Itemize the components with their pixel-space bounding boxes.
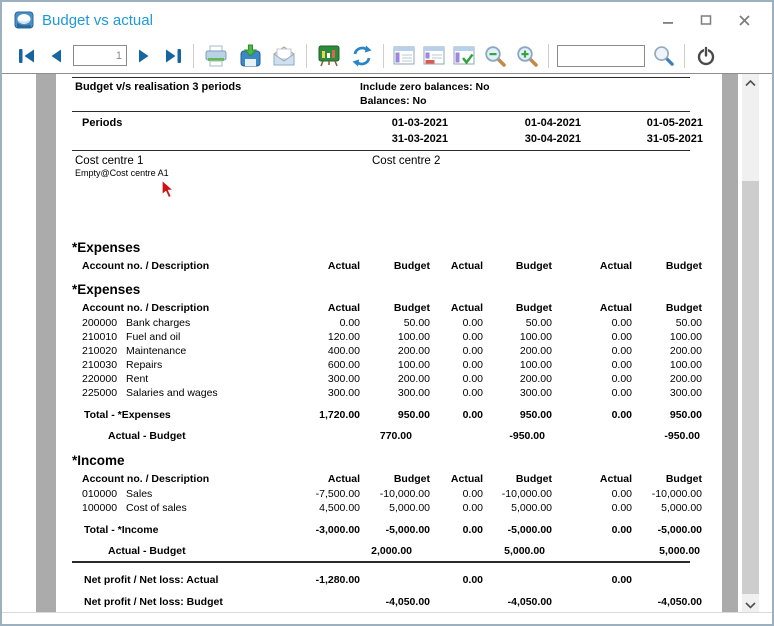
column-actual-header: Actual bbox=[327, 473, 360, 485]
value-cell: 1,720.00 bbox=[319, 409, 360, 421]
column-desc-header: Account no. / Description bbox=[82, 302, 210, 314]
period-start: 01-03-2021 bbox=[391, 117, 448, 129]
section-header: *Expenses bbox=[72, 282, 141, 297]
net-profit-row bbox=[72, 573, 707, 587]
column-actual-header: Actual bbox=[327, 302, 360, 314]
periods-row bbox=[72, 115, 707, 147]
account-code: 010000 bbox=[82, 488, 118, 500]
value-cell: 0.00 bbox=[611, 387, 632, 399]
scroll-up-button[interactable] bbox=[742, 74, 759, 91]
refresh-button[interactable] bbox=[348, 42, 376, 70]
value-cell: 200.00 bbox=[519, 373, 552, 385]
account-row bbox=[72, 330, 707, 344]
value-cell: 200.00 bbox=[669, 345, 702, 357]
value-cell: 600.00 bbox=[327, 359, 360, 371]
diff-value: -950.00 bbox=[509, 430, 545, 442]
account-name: Bank charges bbox=[126, 317, 191, 329]
toolbar-separator bbox=[684, 44, 685, 68]
column-budget-header: Budget bbox=[515, 473, 552, 485]
value-cell: -10,000.00 bbox=[651, 488, 702, 500]
account-desc bbox=[72, 344, 287, 358]
value-cell: 300.00 bbox=[669, 387, 702, 399]
value-cell: 0.00 bbox=[462, 409, 483, 421]
scroll-down-button[interactable] bbox=[742, 596, 759, 613]
scrollbar-thumb[interactable] bbox=[742, 181, 759, 594]
net-empty bbox=[483, 573, 552, 587]
value-cell: 0.00 bbox=[611, 317, 632, 329]
account-code: 225000 bbox=[82, 387, 118, 399]
report-page bbox=[57, 74, 722, 613]
account-row bbox=[72, 386, 707, 400]
value-cell: 0.00 bbox=[462, 317, 483, 329]
account-desc bbox=[72, 501, 287, 515]
value-cell: 300.00 bbox=[327, 387, 360, 399]
account-row bbox=[72, 316, 707, 330]
report-parameters bbox=[360, 80, 490, 108]
value-cell: 0.00 bbox=[462, 373, 483, 385]
export-button[interactable] bbox=[314, 42, 344, 70]
account-code: 210020 bbox=[82, 345, 118, 357]
account-code: 210030 bbox=[82, 359, 118, 371]
search-button[interactable] bbox=[650, 42, 677, 69]
value-cell: 0.00 bbox=[611, 331, 632, 343]
value-cell: 50.00 bbox=[525, 317, 552, 329]
page-layout-button[interactable] bbox=[391, 44, 417, 68]
value-cell: -5,000.00 bbox=[657, 524, 702, 536]
diff-value: 5,000.00 bbox=[659, 545, 700, 557]
value-cell: 100.00 bbox=[669, 359, 702, 371]
value-cell: 100.00 bbox=[397, 359, 430, 371]
value-cell: 950.00 bbox=[397, 409, 430, 421]
net-empty bbox=[287, 595, 360, 609]
section-header: *Expenses bbox=[72, 240, 141, 255]
last-page-button[interactable] bbox=[160, 46, 186, 66]
value-cell: 100.00 bbox=[397, 331, 430, 343]
account-name: Rent bbox=[126, 373, 149, 385]
net-label: Net profit / Net loss: Budget bbox=[84, 596, 223, 608]
account-desc bbox=[72, 372, 287, 386]
window-controls bbox=[656, 8, 772, 32]
column-budget-header: Budget bbox=[393, 473, 430, 485]
value-cell: 200.00 bbox=[519, 345, 552, 357]
search-input[interactable] bbox=[557, 45, 645, 67]
period-end: 30-04-2021 bbox=[524, 133, 581, 145]
column-actual-header: Actual bbox=[599, 260, 632, 272]
report-viewport bbox=[2, 74, 772, 613]
column-actual-header: Actual bbox=[450, 473, 483, 485]
close-button[interactable] bbox=[732, 8, 756, 32]
titlebar bbox=[2, 2, 772, 38]
net-value: 0.00 bbox=[462, 574, 483, 586]
column-actual-header: Actual bbox=[599, 473, 632, 485]
net-value: 0.00 bbox=[611, 574, 632, 586]
value-cell: -10,000.00 bbox=[379, 488, 430, 500]
value-cell: 100.00 bbox=[669, 331, 702, 343]
vertical-scrollbar[interactable] bbox=[742, 74, 759, 613]
report-param: Balances: No bbox=[360, 95, 427, 107]
minimize-button[interactable] bbox=[656, 8, 680, 32]
page-layout-red-button[interactable] bbox=[421, 44, 447, 68]
actual-minus-budget-row bbox=[72, 544, 707, 558]
account-name: Fuel and oil bbox=[126, 331, 181, 343]
print-button[interactable] bbox=[201, 42, 231, 70]
value-cell: 100.00 bbox=[519, 359, 552, 371]
save-button[interactable] bbox=[235, 42, 265, 70]
value-cell: 200.00 bbox=[669, 373, 702, 385]
total-label: Total - *Income bbox=[84, 524, 159, 536]
zoom-out-button[interactable] bbox=[481, 42, 509, 70]
app-icon bbox=[14, 10, 34, 30]
value-cell: -5,000.00 bbox=[507, 524, 552, 536]
window-title: Budget vs actual bbox=[42, 11, 153, 29]
account-desc bbox=[72, 487, 287, 501]
next-page-button[interactable] bbox=[132, 46, 156, 66]
toolbar bbox=[2, 38, 772, 74]
value-cell: -5,000.00 bbox=[385, 524, 430, 536]
diff-label: Actual - Budget bbox=[108, 545, 186, 557]
column-actual-header: Actual bbox=[450, 302, 483, 314]
column-budget-header: Budget bbox=[393, 260, 430, 272]
account-rows bbox=[72, 316, 707, 400]
toolbar-separator bbox=[383, 44, 384, 68]
value-cell: 0.00 bbox=[462, 524, 483, 536]
column-budget-header: Budget bbox=[665, 302, 702, 314]
value-cell: 0.00 bbox=[462, 359, 483, 371]
period-end: 31-03-2021 bbox=[391, 133, 448, 145]
net-value: -1,280.00 bbox=[315, 574, 360, 586]
cost-centre-2: Cost centre 2 bbox=[372, 155, 441, 167]
column-desc-header: Account no. / Description bbox=[82, 260, 210, 272]
email-button[interactable] bbox=[269, 43, 299, 69]
value-cell: 0.00 bbox=[611, 502, 632, 514]
net-empty bbox=[632, 573, 702, 587]
total-label: Total - *Expenses bbox=[84, 409, 171, 421]
maximize-button[interactable] bbox=[694, 8, 718, 32]
account-desc bbox=[72, 358, 287, 372]
report-divider-thick bbox=[72, 561, 690, 563]
total-row bbox=[72, 523, 707, 537]
value-cell: 200.00 bbox=[397, 373, 430, 385]
value-cell: 5,000.00 bbox=[511, 502, 552, 514]
value-cell: 0.00 bbox=[611, 488, 632, 500]
cost-centre-1-label: Cost centre 1 bbox=[75, 155, 144, 167]
column-actual-header: Actual bbox=[599, 302, 632, 314]
toolbar-separator bbox=[193, 44, 194, 68]
column-header-row bbox=[72, 260, 707, 272]
column-budget-header: Budget bbox=[515, 260, 552, 272]
value-cell: 0.00 bbox=[462, 502, 483, 514]
value-cell: 300.00 bbox=[519, 387, 552, 399]
period-2 bbox=[448, 115, 581, 147]
value-cell: 950.00 bbox=[669, 409, 702, 421]
value-cell: -3,000.00 bbox=[315, 524, 360, 536]
cost-centre-1-note: Empty@Cost centre A1 bbox=[75, 168, 169, 178]
toolbar-separator bbox=[548, 44, 549, 68]
account-name: Repairs bbox=[126, 359, 163, 371]
column-actual-header: Actual bbox=[327, 260, 360, 272]
period-3 bbox=[581, 115, 703, 147]
value-cell: 0.00 bbox=[339, 317, 360, 329]
account-row bbox=[72, 487, 707, 501]
column-actual-header: Actual bbox=[450, 260, 483, 272]
value-cell: 0.00 bbox=[611, 373, 632, 385]
zoom-in-button[interactable] bbox=[513, 42, 541, 70]
account-code: 220000 bbox=[82, 373, 118, 385]
account-desc bbox=[72, 330, 287, 344]
diff-label: Actual - Budget bbox=[108, 430, 186, 442]
cost-centre-1 bbox=[72, 154, 372, 179]
page-margin-right bbox=[722, 74, 738, 612]
column-header-row bbox=[72, 473, 707, 485]
value-cell: 400.00 bbox=[327, 345, 360, 357]
value-cell: 5,000.00 bbox=[661, 502, 702, 514]
account-name: Maintenance bbox=[126, 345, 187, 357]
value-cell: 300.00 bbox=[397, 387, 430, 399]
value-cell: 4,500.00 bbox=[319, 502, 360, 514]
period-end: 31-05-2021 bbox=[646, 133, 703, 145]
value-cell: 200.00 bbox=[397, 345, 430, 357]
account-desc bbox=[72, 316, 287, 330]
report-param: Include zero balances: No bbox=[360, 81, 490, 93]
value-cell: 5,000.00 bbox=[389, 502, 430, 514]
first-page-button[interactable] bbox=[14, 46, 40, 66]
period-1 bbox=[172, 115, 448, 147]
account-row bbox=[72, 358, 707, 372]
account-rows bbox=[72, 487, 707, 515]
account-name: Sales bbox=[126, 488, 153, 500]
period-start: 01-04-2021 bbox=[524, 117, 581, 129]
value-cell: 0.00 bbox=[611, 524, 632, 536]
net-label: Net profit / Net loss: Actual bbox=[84, 574, 219, 586]
toolbar-separator bbox=[306, 44, 307, 68]
account-row bbox=[72, 372, 707, 386]
account-name: Cost of sales bbox=[126, 502, 187, 514]
period-start: 01-05-2021 bbox=[646, 117, 703, 129]
account-row bbox=[72, 501, 707, 515]
report-title: Budget v/s realisation 3 periods bbox=[75, 81, 242, 93]
value-cell: 50.00 bbox=[675, 317, 702, 329]
value-cell: 0.00 bbox=[462, 488, 483, 500]
previous-page-button[interactable] bbox=[44, 46, 68, 66]
section-header: *Income bbox=[72, 453, 125, 468]
net-value: -4,050.00 bbox=[385, 596, 430, 608]
value-cell: -10,000.00 bbox=[501, 488, 552, 500]
account-code: 210010 bbox=[82, 331, 118, 343]
net-empty bbox=[552, 595, 632, 609]
value-cell: 0.00 bbox=[462, 387, 483, 399]
page-margin-left bbox=[36, 74, 56, 612]
value-cell: 50.00 bbox=[403, 317, 430, 329]
column-desc-header: Account no. / Description bbox=[82, 473, 210, 485]
report-header bbox=[72, 80, 707, 108]
value-cell: 100.00 bbox=[519, 331, 552, 343]
report-divider bbox=[72, 150, 690, 151]
report-divider bbox=[72, 111, 690, 112]
report-divider bbox=[72, 77, 690, 78]
report-body bbox=[72, 240, 707, 609]
diff-value: 2,000.00 bbox=[371, 545, 412, 557]
column-budget-header: Budget bbox=[665, 260, 702, 272]
value-cell: 0.00 bbox=[462, 345, 483, 357]
account-desc bbox=[72, 386, 287, 400]
net-profit-row bbox=[72, 595, 707, 609]
page-layout-check-button[interactable] bbox=[451, 44, 477, 68]
value-cell: 300.00 bbox=[327, 373, 360, 385]
value-cell: 0.00 bbox=[611, 345, 632, 357]
net-value: -4,050.00 bbox=[657, 596, 702, 608]
account-row bbox=[72, 344, 707, 358]
diff-value: -950.00 bbox=[664, 430, 700, 442]
cost-centres-row bbox=[72, 154, 707, 179]
column-budget-header: Budget bbox=[393, 302, 430, 314]
power-button[interactable] bbox=[692, 42, 720, 70]
column-budget-header: Budget bbox=[665, 473, 702, 485]
total-row bbox=[72, 408, 707, 422]
net-value: -4,050.00 bbox=[507, 596, 552, 608]
account-name: Salaries and wages bbox=[126, 387, 218, 399]
value-cell: 0.00 bbox=[462, 331, 483, 343]
column-budget-header: Budget bbox=[515, 302, 552, 314]
column-header-row bbox=[72, 302, 707, 314]
value-cell: -7,500.00 bbox=[315, 488, 360, 500]
account-code: 100000 bbox=[82, 502, 118, 514]
actual-minus-budget-row bbox=[72, 429, 707, 443]
account-code: 200000 bbox=[82, 317, 118, 329]
periods-label: Periods bbox=[82, 117, 123, 129]
value-cell: 0.00 bbox=[611, 359, 632, 371]
diff-value: 5,000.00 bbox=[504, 545, 545, 557]
value-cell: 950.00 bbox=[519, 409, 552, 421]
net-empty bbox=[430, 595, 483, 609]
net-empty bbox=[360, 573, 430, 587]
page-number-input[interactable] bbox=[73, 45, 127, 66]
value-cell: 120.00 bbox=[327, 331, 360, 343]
diff-value: 770.00 bbox=[379, 430, 412, 442]
value-cell: 0.00 bbox=[611, 409, 632, 421]
